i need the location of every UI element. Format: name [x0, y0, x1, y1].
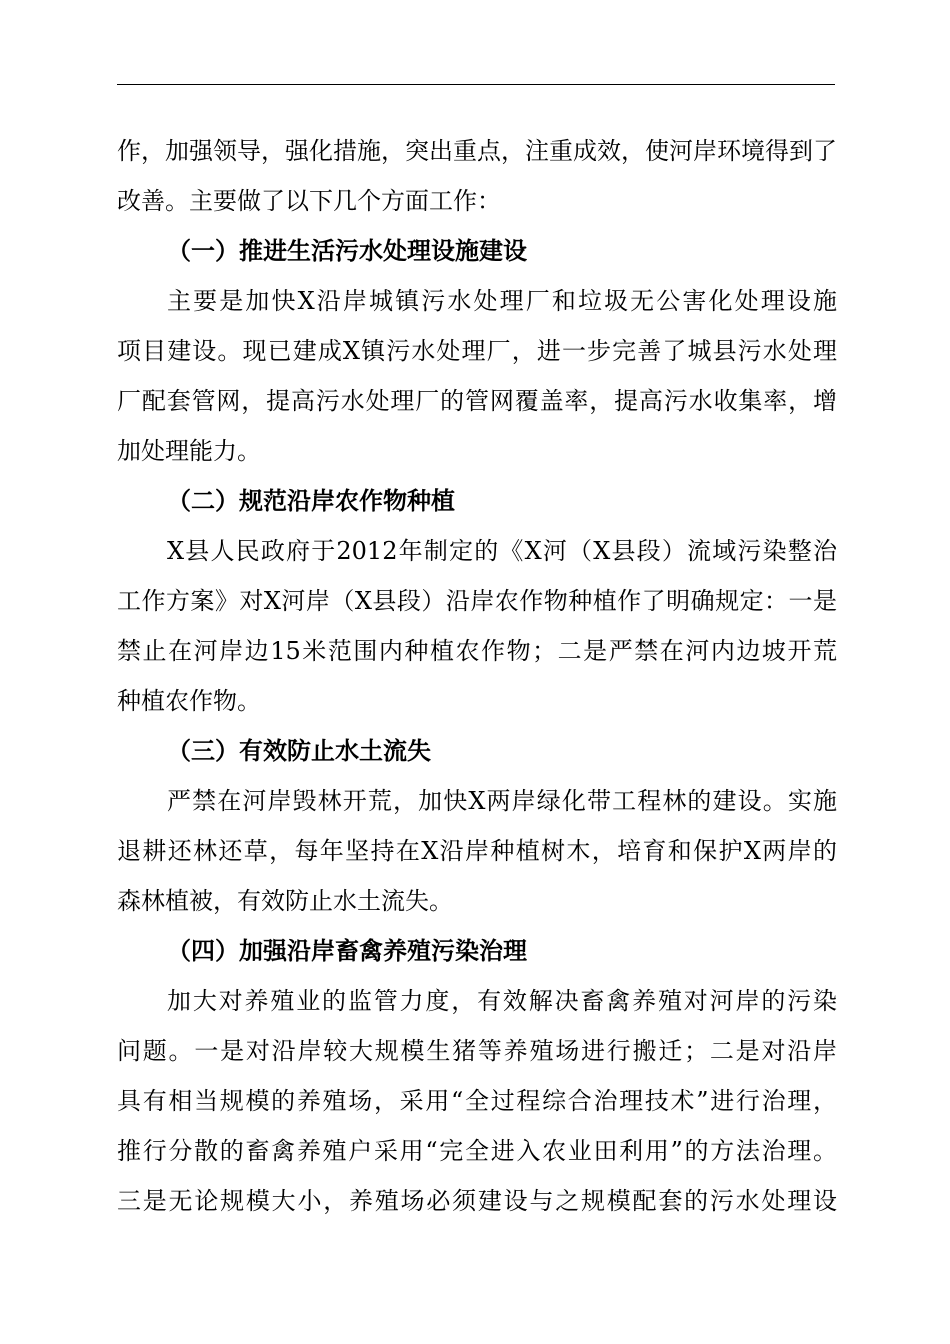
section-heading-4: （四）加强沿岸畜禽养殖污染治理: [167, 937, 527, 965]
paragraph-line: 问题。一是对沿岸较大规模生猪等养殖场进行搬迁；二是对沿岸: [117, 1037, 837, 1065]
paragraph-line: 厂配套管网，提高污水处理厂的管网覆盖率，提高污水收集率，增: [117, 387, 837, 415]
paragraph-line: X县人民政府于2012年制定的《X河（X县段）流域污染整治: [167, 537, 837, 565]
paragraph-line: 推行分散的畜禽养殖户采用“完全进入农业田利用”的方法治理。: [117, 1137, 837, 1165]
paragraph-line: 种植农作物。: [117, 687, 261, 715]
paragraph-line: 严禁在河岸毁林开荒，加快X两岸绿化带工程林的建设。实施: [167, 787, 837, 815]
header-rule: [117, 84, 835, 85]
paragraph-line: 森林植被，有效防止水土流失。: [117, 887, 453, 915]
body-text: [117, 126, 837, 1226]
paragraph-line: 工作方案》对X河岸（X县段）沿岸农作物种植作了明确规定：一是: [117, 587, 837, 615]
paragraph-line: 禁止在河岸边15米范围内种植农作物；二是严禁在河内边坡开荒: [117, 637, 837, 665]
section-heading-1: （一）推进生活污水处理设施建设: [167, 237, 527, 265]
paragraph-line: 具有相当规模的养殖场，采用“全过程综合治理技术”进行治理，: [117, 1087, 837, 1115]
section-heading-2: （二）规范沿岸农作物种植: [167, 487, 455, 515]
paragraph-line: 作，加强领导，强化措施，突出重点，注重成效，使河岸环境得到了: [117, 137, 837, 165]
paragraph-line: 改善。主要做了以下几个方面工作：: [117, 187, 501, 215]
paragraph-line: 三是无论规模大小，养殖场必须建设与之规模配套的污水处理设: [117, 1187, 837, 1215]
paragraph-line: 主要是加快X沿岸城镇污水处理厂和垃圾无公害化处理设施: [167, 287, 837, 315]
paragraph-line: 项目建设。现已建成X镇污水处理厂，进一步完善了城县污水处理: [117, 337, 837, 365]
paragraph-line: 加处理能力。: [117, 437, 261, 465]
paragraph-line: 加大对养殖业的监管力度，有效解决畜禽养殖对河岸的污染: [167, 987, 837, 1015]
section-heading-3: （三）有效防止水土流失: [167, 737, 431, 765]
paragraph-line: 退耕还林还草，每年坚持在X沿岸种植树木，培育和保护X两岸的: [117, 837, 837, 865]
